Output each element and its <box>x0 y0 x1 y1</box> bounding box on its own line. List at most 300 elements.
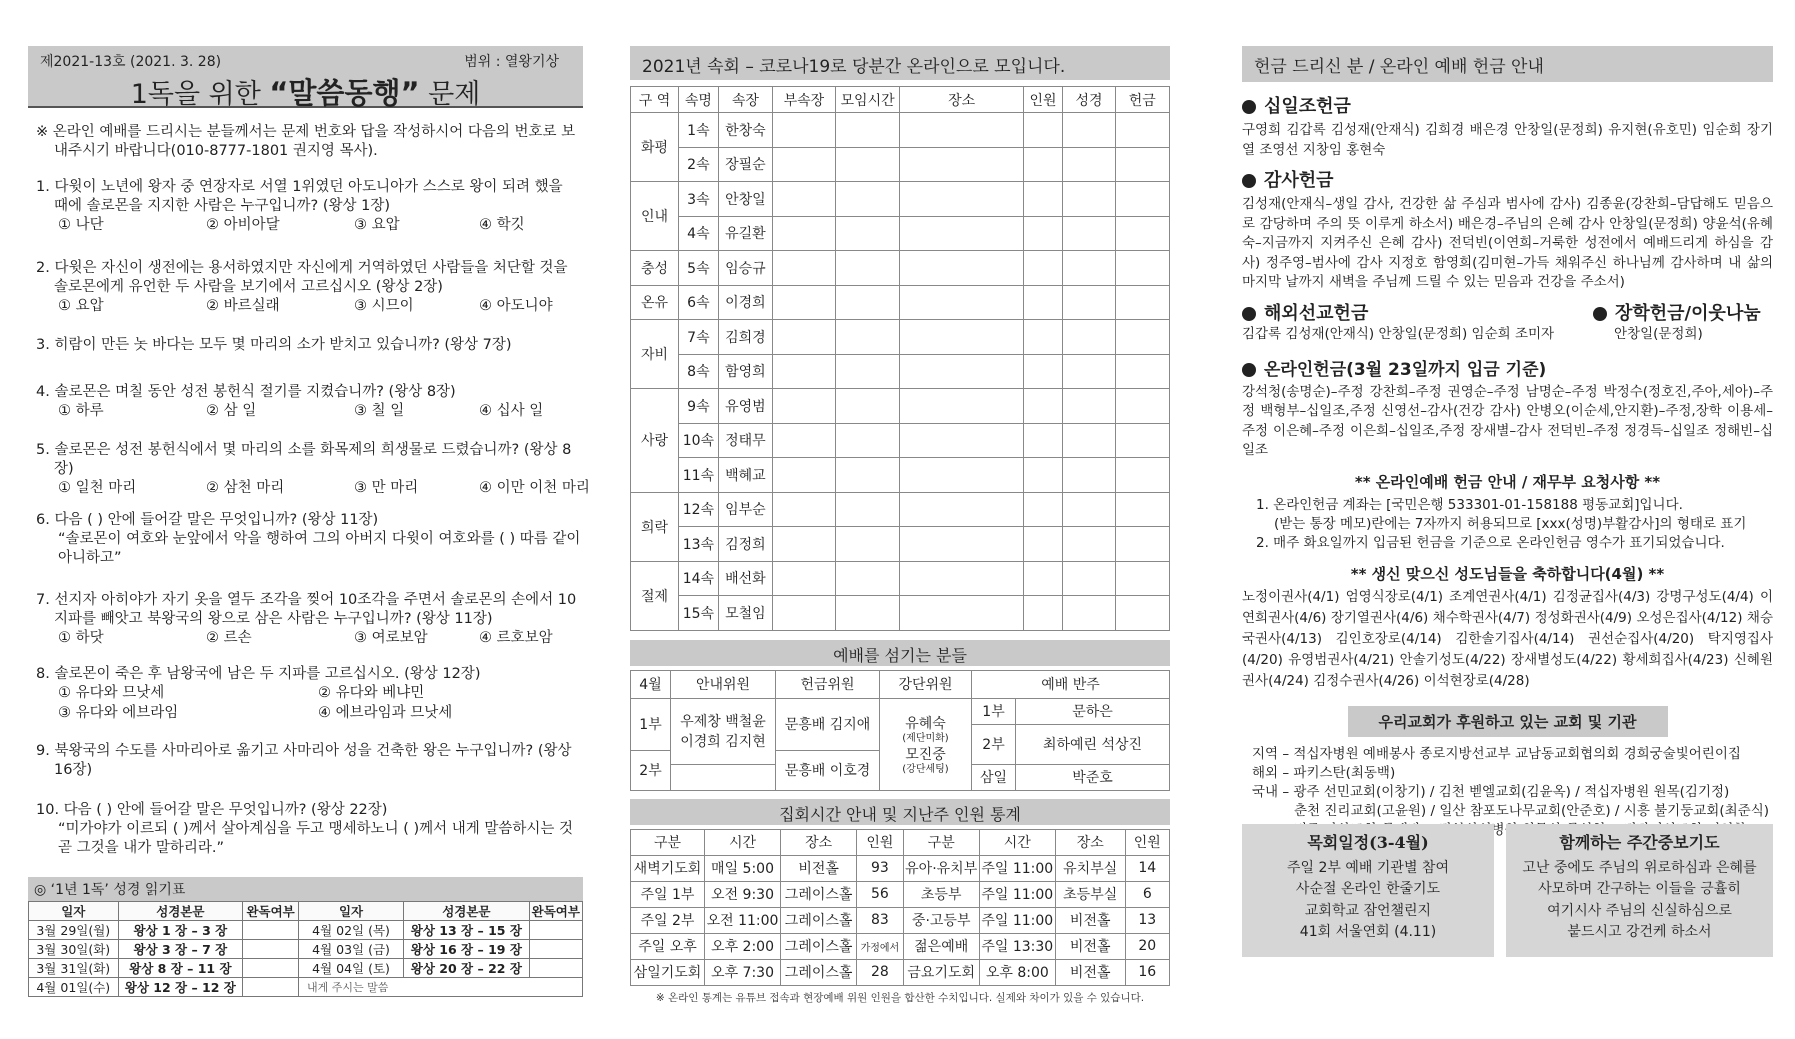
quiz-title <box>28 71 583 112</box>
empty-cell[interactable] <box>1063 147 1115 182</box>
stats-cell: 금요기도회 <box>903 959 979 985</box>
prayer-line: 사모하며 간구하는 이들을 긍휼히 <box>1538 881 1741 897</box>
stats-cell: 56 <box>857 881 904 907</box>
option: ② 삼 일 <box>206 403 257 419</box>
stats-cell: 유아·유치부 <box>903 855 979 881</box>
stats-table <box>630 829 1170 986</box>
altar-1: 유혜숙 <box>905 716 946 732</box>
empty-cell[interactable] <box>835 389 900 424</box>
stats-cell: 16 <box>1125 959 1169 985</box>
empty-cell[interactable] <box>1115 147 1169 182</box>
cell: 왕상 20 장 – 22 장 <box>404 959 530 978</box>
question-5 <box>36 441 590 499</box>
empty-cell[interactable] <box>1115 527 1169 562</box>
group-name: 1속 <box>679 113 719 148</box>
stats-cell: 새벽기도회 <box>631 855 705 881</box>
empty-cell[interactable] <box>1023 216 1063 251</box>
stats-cell: 주일 13:30 <box>979 933 1055 959</box>
online-heading <box>1242 355 1773 380</box>
table-row <box>631 147 1170 182</box>
empty-cell[interactable] <box>1115 320 1169 355</box>
cell: 왕상 16 장 – 19 장 <box>404 940 530 959</box>
prayer-line: 여기시사 주님의 신실하심으로 <box>1547 902 1732 919</box>
empty-cell[interactable] <box>1063 389 1115 424</box>
empty-cell[interactable] <box>1063 182 1115 217</box>
empty-cell[interactable] <box>1063 251 1115 286</box>
table-row <box>631 354 1170 389</box>
question-text: 5. 솔로몬은 성전 봉헌식에서 몇 마리의 소를 화목제의 희생물로 드렸습니까? (왕상 8장) <box>36 442 572 477</box>
cell: 4월 01일(수) <box>29 978 119 997</box>
stats-cell: 주일 11:00 <box>979 881 1055 907</box>
option: ④ 학깃 <box>479 217 525 233</box>
stats-header: 시간 <box>704 829 780 855</box>
guide-2: 2. 매주 화요일까지 입금된 헌금을 기준으로 온라인헌금 영수가 표기되었습니다. <box>1256 534 1725 551</box>
stats-title: 집회시간 안내 및 지난주 인원 통계 <box>630 799 1170 825</box>
servers-header: 4월 <box>631 670 671 698</box>
question-6 <box>36 511 581 568</box>
servers-part: 1부 <box>631 698 671 750</box>
reading-header: 성경본문 <box>404 902 530 921</box>
district-name: 온유 <box>631 285 679 320</box>
stats-cell: 93 <box>857 855 904 881</box>
group-leader: 배선화 <box>718 561 772 596</box>
reading-table <box>28 901 583 997</box>
acc-name: 문하은 <box>1016 698 1170 724</box>
empty-cell[interactable] <box>835 354 900 389</box>
district-name: 희락 <box>631 492 679 561</box>
guide-1: 1. 온라인헌금 계좌는 [국민은행 533301-01-158188 평동교회]입니다. <box>1256 496 1683 513</box>
empty-cell[interactable] <box>900 354 1023 389</box>
table-row <box>631 320 1170 355</box>
acc-part: 2부 <box>972 724 1016 764</box>
empty-cell[interactable] <box>1023 458 1063 493</box>
reading-header: 일자 <box>29 902 119 921</box>
stats-header: 구분 <box>903 829 979 855</box>
check-cell[interactable] <box>243 959 299 978</box>
cell: 왕상 3 장 – 7 장 <box>118 940 243 959</box>
acc-part: 1부 <box>972 698 1016 724</box>
schedule-line: 교회학교 잠언챌린지 <box>1304 902 1432 919</box>
group-name: 13속 <box>679 527 719 562</box>
option: ② 바르실래 <box>206 298 280 314</box>
empty-cell[interactable] <box>835 113 900 148</box>
empty-cell[interactable] <box>900 527 1023 562</box>
empty-cell[interactable] <box>1023 561 1063 596</box>
empty-cell[interactable] <box>773 320 836 355</box>
cell: 왕상 12 장 – 12 장 <box>118 978 243 997</box>
option: ② 삼천 마리 <box>206 480 285 496</box>
empty-cell[interactable] <box>1063 113 1115 148</box>
offering-column <box>1242 46 1773 840</box>
title-pre: 1독을 위한 <box>130 79 270 110</box>
option: ④ 아도니야 <box>479 298 553 314</box>
empty-cell[interactable] <box>900 492 1023 527</box>
empty-cell[interactable] <box>1023 423 1063 458</box>
cg-header: 성경 <box>1063 87 1115 113</box>
empty-cell[interactable] <box>1023 389 1063 424</box>
empty-cell[interactable] <box>773 458 836 493</box>
group-leader: 임부순 <box>718 492 772 527</box>
empty-cell[interactable] <box>773 389 836 424</box>
stats-cell: 오후 7:30 <box>704 959 780 985</box>
online-title: 온라인헌금(3월 23일까지 입금 기준) <box>1264 359 1547 380</box>
servers-header: 안내위원 <box>671 670 776 698</box>
cell-group-title: 2021년 속회 – 코로나19로 당분간 온라인으로 모입니다. <box>630 46 1170 80</box>
servers-header: 헌금위원 <box>776 670 880 698</box>
question-quote: “솔로몬이 여호와 눈앞에서 악을 행하여 그의 아버지 다윗이 여호와를 ( ) 따름 같이 아니하고” <box>58 531 581 566</box>
check-cell[interactable] <box>243 940 299 959</box>
servers-header: 강단위원 <box>880 670 972 698</box>
acc-part: 삼일 <box>972 764 1016 790</box>
empty-cell[interactable] <box>773 182 836 217</box>
empty-cell[interactable] <box>835 216 900 251</box>
empty-cell[interactable] <box>1115 182 1169 217</box>
cell: 왕상 8 장 – 11 장 <box>118 959 243 978</box>
empty-cell[interactable] <box>1115 389 1169 424</box>
stats-cell: 그레이스홀 <box>781 907 857 933</box>
stats-cell: 그레이스홀 <box>781 881 857 907</box>
empty-cell[interactable] <box>1023 596 1063 631</box>
empty-cell[interactable] <box>1115 216 1169 251</box>
question-4 <box>36 383 581 422</box>
stats-cell: 오전 9:30 <box>704 881 780 907</box>
cell-group-table <box>630 86 1170 631</box>
cg-header: 모임시간 <box>835 87 900 113</box>
acc-name: 박준호 <box>1016 764 1170 790</box>
empty-cell[interactable] <box>900 561 1023 596</box>
empty-cell[interactable] <box>1023 320 1063 355</box>
stats-header: 장소 <box>781 829 857 855</box>
empty-cell[interactable] <box>1063 561 1115 596</box>
empty-cell[interactable] <box>835 561 900 596</box>
empty-cell[interactable] <box>773 561 836 596</box>
empty-cell[interactable] <box>1063 527 1115 562</box>
district-name: 인내 <box>631 182 679 251</box>
stats-cell: 비전홀 <box>1055 959 1125 985</box>
group-leader: 백혜교 <box>718 458 772 493</box>
altar-2: 모진중 <box>905 747 946 763</box>
servers-table <box>630 670 1170 791</box>
empty-cell[interactable] <box>773 285 836 320</box>
group-name: 10속 <box>679 423 719 458</box>
prayer-title: 함께하는 주간중보기도 <box>1559 833 1720 852</box>
support-item: 국내 – 광주 선민교회(이창기) / 김천 벧엘교회(김윤옥) / 적십자병원 원목(김기정) <box>1252 783 1730 800</box>
option: ① 하루 <box>58 403 104 419</box>
district-name: 절제 <box>631 561 679 630</box>
empty-cell[interactable] <box>773 492 836 527</box>
stats-cell: 83 <box>857 907 904 933</box>
question-quote: “미가야가 이르되 ( )께서 살아계심을 두고 맹세하노니 ( )께서 내게 말씀하시는 것 곧 그것을 내가 말하리라.” <box>58 821 574 856</box>
option: ③ 여로보암 <box>354 630 428 646</box>
mission-title: 해외선교헌금 <box>1264 302 1369 324</box>
group-name: 8속 <box>679 354 719 389</box>
empty-cell[interactable] <box>1063 320 1115 355</box>
option: ② 르손 <box>206 630 252 646</box>
schedule-title: 목회일정(3-4월) <box>1307 833 1429 852</box>
empty-cell[interactable] <box>835 527 900 562</box>
group-name: 5속 <box>679 251 719 286</box>
empty-cell[interactable] <box>1115 492 1169 527</box>
table-row <box>631 389 1170 424</box>
stats-cell: 주일 1부 <box>631 881 705 907</box>
table-row <box>631 855 1170 881</box>
question-text: 1. 다윗이 노년에 왕자 중 연장자로 서열 1위였던 아도니아가 스스로 왕이 되려 했을 때에 솔로몬을 지지한 사람은 누구입니까? (왕상 1장) <box>36 179 563 214</box>
bullet-icon <box>1242 363 1256 377</box>
table-row <box>29 959 583 978</box>
empty-cell[interactable] <box>1115 113 1169 148</box>
prayer-line: 고난 중에도 주님의 위로하심과 은혜를 <box>1522 859 1757 876</box>
cell: 4월 02일 (목) <box>299 921 404 940</box>
cg-header: 속명 <box>679 87 719 113</box>
stats-cell: 14 <box>1125 855 1169 881</box>
group-leader: 장필순 <box>718 147 772 182</box>
stats-header: 인원 <box>857 829 904 855</box>
empty-cell[interactable] <box>1063 285 1115 320</box>
stats-header: 장소 <box>1055 829 1125 855</box>
group-leader: 김정희 <box>718 527 772 562</box>
group-leader: 유길환 <box>718 216 772 251</box>
empty-cell[interactable] <box>1023 147 1063 182</box>
group-name: 12속 <box>679 492 719 527</box>
stats-note: ※ 온라인 통계는 유튜브 접속과 현장예배 위원 인원을 합산한 수치입니다. 실제와 차이가 있을 수 있습니다. <box>655 991 1145 1004</box>
check-cell[interactable] <box>529 940 582 959</box>
check-cell[interactable] <box>243 921 299 940</box>
mission-heading <box>1242 299 1368 325</box>
empty-cell[interactable] <box>835 320 900 355</box>
cg-header: 속장 <box>718 87 772 113</box>
empty-cell[interactable] <box>835 492 900 527</box>
group-leader: 임승규 <box>718 251 772 286</box>
empty-cell[interactable] <box>1023 251 1063 286</box>
group-name: 11속 <box>679 458 719 493</box>
stats-cell: 초등부 <box>903 881 979 907</box>
empty-cell[interactable] <box>835 285 900 320</box>
group-leader: 모철임 <box>718 596 772 631</box>
empty-cell[interactable] <box>835 596 900 631</box>
empty-cell[interactable] <box>835 251 900 286</box>
table-row <box>631 458 1170 493</box>
empty-cell[interactable] <box>1115 285 1169 320</box>
empty-cell[interactable] <box>773 354 836 389</box>
empty-cell[interactable] <box>773 216 836 251</box>
empty-cell[interactable] <box>835 182 900 217</box>
empty-cell[interactable] <box>773 423 836 458</box>
empty-cell[interactable] <box>1063 354 1115 389</box>
reading-header: 일자 <box>299 902 404 921</box>
check-cell[interactable] <box>529 959 582 978</box>
empty-cell[interactable] <box>1023 182 1063 217</box>
group-leader: 안창일 <box>718 182 772 217</box>
question-10 <box>36 801 581 858</box>
empty-cell[interactable] <box>835 147 900 182</box>
quiz-intro: ※ 온라인 예배를 드리시는 분들께서는 문제 번호와 답을 작성하시어 다음의 번호로 보내주시기 바랍니다(010-8777-1801 권지영 목사). <box>36 124 576 159</box>
empty-cell[interactable] <box>1115 251 1169 286</box>
empty-cell[interactable] <box>1115 423 1169 458</box>
table-row <box>631 113 1170 148</box>
empty-cell[interactable] <box>1063 216 1115 251</box>
table-row <box>631 907 1170 933</box>
table-row <box>29 921 583 940</box>
empty-cell[interactable] <box>773 527 836 562</box>
question-8 <box>36 665 581 724</box>
reading-header: 성경본문 <box>118 902 243 921</box>
empty-cell[interactable] <box>900 320 1023 355</box>
stats-cell: 유치부실 <box>1055 855 1125 881</box>
empty-cell[interactable] <box>1023 113 1063 148</box>
option: ① 나단 <box>58 217 104 233</box>
stats-cell: 주일 2부 <box>631 907 705 933</box>
check-cell[interactable] <box>243 978 299 997</box>
bullet-icon <box>1242 307 1256 321</box>
reading-header: 완독여부 <box>529 902 582 921</box>
support-item: 지역 – 적십자병원 예배봉사 종로지방선교부 교남동교회협의회 경희궁술빛어린이집 <box>1252 745 1741 762</box>
option: ① 일천 마리 <box>58 480 137 496</box>
empty-cell[interactable] <box>1063 423 1115 458</box>
empty-cell[interactable] <box>1063 492 1115 527</box>
empty-cell[interactable] <box>900 113 1023 148</box>
thanks-list: 김성재(안재식–생일 감사, 건강한 삶 주심과 범사에 감사) 김종윤(강찬희–담답해도 믿음으로 감당하며 주의 뜻 이루게 하소서) 배은경–주님의 은혜 감사 안창일(문정희) 양윤석(유혜숙–지금까지 지켜주신 은혜 감사) 전덕빈(이연희–거룩한 성전에서 예배드리게 하심을 감사) 정주영–범사에 감사 지정호 함영희(김미현–가득 채워주신 하나님께 감사하며 내 삶의 마지막 날까지 새벽을 주님께 드릴 수 있는 믿음과 건강을 주소서) <box>1242 196 1773 290</box>
stats-cell: 6 <box>1125 881 1169 907</box>
empty-cell[interactable] <box>900 216 1023 251</box>
group-name: 3속 <box>679 182 719 217</box>
empty-cell[interactable] <box>1023 285 1063 320</box>
empty-cell[interactable] <box>900 458 1023 493</box>
title-post: 문제 <box>419 79 481 110</box>
question-text: 10. 다음 ( ) 안에 들어갈 말은 무엇입니까? (왕상 22장) <box>36 802 388 818</box>
district-name: 화평 <box>631 113 679 182</box>
question-text: 6. 다음 ( ) 안에 들어갈 말은 무엇입니까? (왕상 11장) <box>36 512 379 528</box>
check-cell[interactable] <box>529 921 582 940</box>
empty-cell[interactable] <box>773 596 836 631</box>
schedule-line: 41회 서울연회 (4.11) <box>1299 924 1437 940</box>
group-name: 14속 <box>679 561 719 596</box>
birthday-title: ** 생신 맞으신 성도님들을 축하합니다(4월) ** <box>1350 564 1665 583</box>
empty-cell[interactable] <box>773 147 836 182</box>
scholar-list: 안창일(문정희) <box>1614 325 1703 342</box>
empty-cell[interactable] <box>773 251 836 286</box>
stats-cell: 비전홀 <box>781 855 857 881</box>
empty-cell[interactable] <box>1115 458 1169 493</box>
empty-cell[interactable] <box>835 423 900 458</box>
option: ④ 르호보암 <box>479 630 553 646</box>
empty-cell[interactable] <box>900 389 1023 424</box>
district-name: 사랑 <box>631 389 679 493</box>
support-title: 우리교회가 후원하고 있는 교회 및 기관 <box>1348 706 1668 737</box>
guide-1: 우제창 백철윤 <box>680 714 766 730</box>
question-text: 3. 히람이 만든 놋 바다는 모두 몇 마리의 소가 받치고 있습니까? (왕상 7장) <box>36 337 512 353</box>
altar-1-role: (제단미화) <box>902 733 949 744</box>
empty-cell[interactable] <box>1115 354 1169 389</box>
schedule-line: 주일 2부 예배 기관별 참여 <box>1287 859 1449 876</box>
group-name: 4속 <box>679 216 719 251</box>
stats-cell: 비전홀 <box>1055 933 1125 959</box>
table-row <box>631 881 1170 907</box>
option: ② 아비아달 <box>206 217 280 233</box>
stats-cell: 28 <box>857 959 904 985</box>
bullet-icon <box>1593 307 1607 321</box>
empty-cell[interactable] <box>900 423 1023 458</box>
quiz-header <box>28 46 583 108</box>
empty-cell[interactable] <box>1063 596 1115 631</box>
guide-1b: (받는 통장 메모)란에는 7자까지 허용되므로 [xxx(성명)부활감사]의 형태로 표기 <box>1274 515 1747 532</box>
cell: 4월 03일 (금) <box>299 940 404 959</box>
stats-cell: 가정에서 <box>857 933 904 959</box>
table-row <box>631 285 1170 320</box>
cell: 왕상 1 장 – 3 장 <box>118 921 243 940</box>
empty-cell[interactable] <box>1063 458 1115 493</box>
question-7 <box>36 591 581 649</box>
group-name: 7속 <box>679 320 719 355</box>
question-3 <box>36 336 581 355</box>
empty-cell[interactable] <box>900 182 1023 217</box>
cg-header: 헌금 <box>1115 87 1169 113</box>
table-row <box>631 527 1170 562</box>
empty-cell[interactable] <box>1023 527 1063 562</box>
empty-cell[interactable] <box>900 285 1023 320</box>
cell: 3월 31일(화) <box>29 959 119 978</box>
my-word-cell[interactable]: 내게 주시는 말씀 <box>299 978 583 997</box>
stats-cell: 중·고등부 <box>903 907 979 933</box>
group-name: 6속 <box>679 285 719 320</box>
table-row <box>29 978 583 997</box>
option: ① 요압 <box>58 298 104 314</box>
empty-cell[interactable] <box>900 147 1023 182</box>
tithe-title: 십일조헌금 <box>1264 96 1351 117</box>
stats-cell: 오전 11:00 <box>704 907 780 933</box>
empty-cell[interactable] <box>900 251 1023 286</box>
offering-2: 문흥배 이호경 <box>776 750 880 790</box>
question-text: 2. 다윗은 자신이 생전에는 용서하였지만 자신에게 거역하였던 사람들을 처단할 것을 솔로몬에게 유언한 두 사람을 보기에서 고르십시오 (왕상 2장) <box>36 260 568 295</box>
title-bold: “말씀동행” <box>269 76 420 110</box>
quiz-column <box>28 46 583 161</box>
empty-cell[interactable] <box>773 113 836 148</box>
district-name: 충성 <box>631 251 679 286</box>
empty-cell[interactable] <box>1023 354 1063 389</box>
empty-cell[interactable] <box>1115 596 1169 631</box>
group-name: 2속 <box>679 147 719 182</box>
empty-cell[interactable] <box>835 458 900 493</box>
reading-plan-title: ◎ ‘1년 1독’ 성경 읽기표 <box>28 877 583 901</box>
group-leader: 유영범 <box>718 389 772 424</box>
tithe-heading <box>1242 92 1773 118</box>
birthday-list: 노정이권사(4/1) 엄영식장로(4/1) 조계연권사(4/1) 김정균집사(4/3) 강명구성도(4/4) 이연희권사(4/6) 장기열권사(4/6) 채수학권사(4/7) 정성화권사(4/9) 오성은집사(4/12) 채승국권사(4/13) 김인호장로(4/14) 김한솔기집사(4/14) 권선순집사(4/20) 탁지영집사(4/20) 유영범권사(4/21) 안솔기성도(4/22) 장새별성도(4/22) 황세희집사(4/23) 신혜원권사(4/24) 김정수권사(4/26) 이석현장로(4/28) <box>1242 588 1773 689</box>
group-leader: 김희경 <box>718 320 772 355</box>
question-text: 7. 선지자 아히야가 자기 옷을 열두 조각을 찢어 10조각을 주면서 솔로몬의 손에서 10지파를 빼앗고 북왕국의 왕으로 삼은 사람은 누구입니까? (왕상 11장) <box>36 592 577 627</box>
option: ④ 이만 이천 마리 <box>479 480 590 496</box>
cell: 4월 04일 (토) <box>299 959 404 978</box>
stats-cell: 주일 11:00 <box>979 907 1055 933</box>
district-name: 자비 <box>631 320 679 389</box>
guide-members <box>671 698 776 764</box>
thanks-heading <box>1242 166 1773 192</box>
support-item: 춘천 진리교회(고윤원) / 일산 참포도나무교회(안준호) / 시흥 불기둥교회(최준식) <box>1294 802 1770 819</box>
option: ③ 만 마리 <box>354 480 419 496</box>
altar-members <box>880 698 972 790</box>
empty-cell[interactable] <box>900 596 1023 631</box>
empty-cell[interactable] <box>1115 561 1169 596</box>
reading-header: 완독여부 <box>243 902 299 921</box>
reading-plan <box>28 877 583 997</box>
prayer-line: 붙드시고 강건케 하소서 <box>1567 924 1712 940</box>
empty-cell[interactable] <box>1023 492 1063 527</box>
cell: 왕상 13 장 – 15 장 <box>404 921 530 940</box>
stats-cell: 젊은예배 <box>903 933 979 959</box>
servers-title: 예배를 섬기는 분들 <box>630 640 1170 666</box>
option: ② 유다와 베냐민 <box>318 685 425 701</box>
option: ③ 시므이 <box>354 298 414 314</box>
table-row <box>631 959 1170 985</box>
stats-cell: 비전홀 <box>1055 907 1125 933</box>
